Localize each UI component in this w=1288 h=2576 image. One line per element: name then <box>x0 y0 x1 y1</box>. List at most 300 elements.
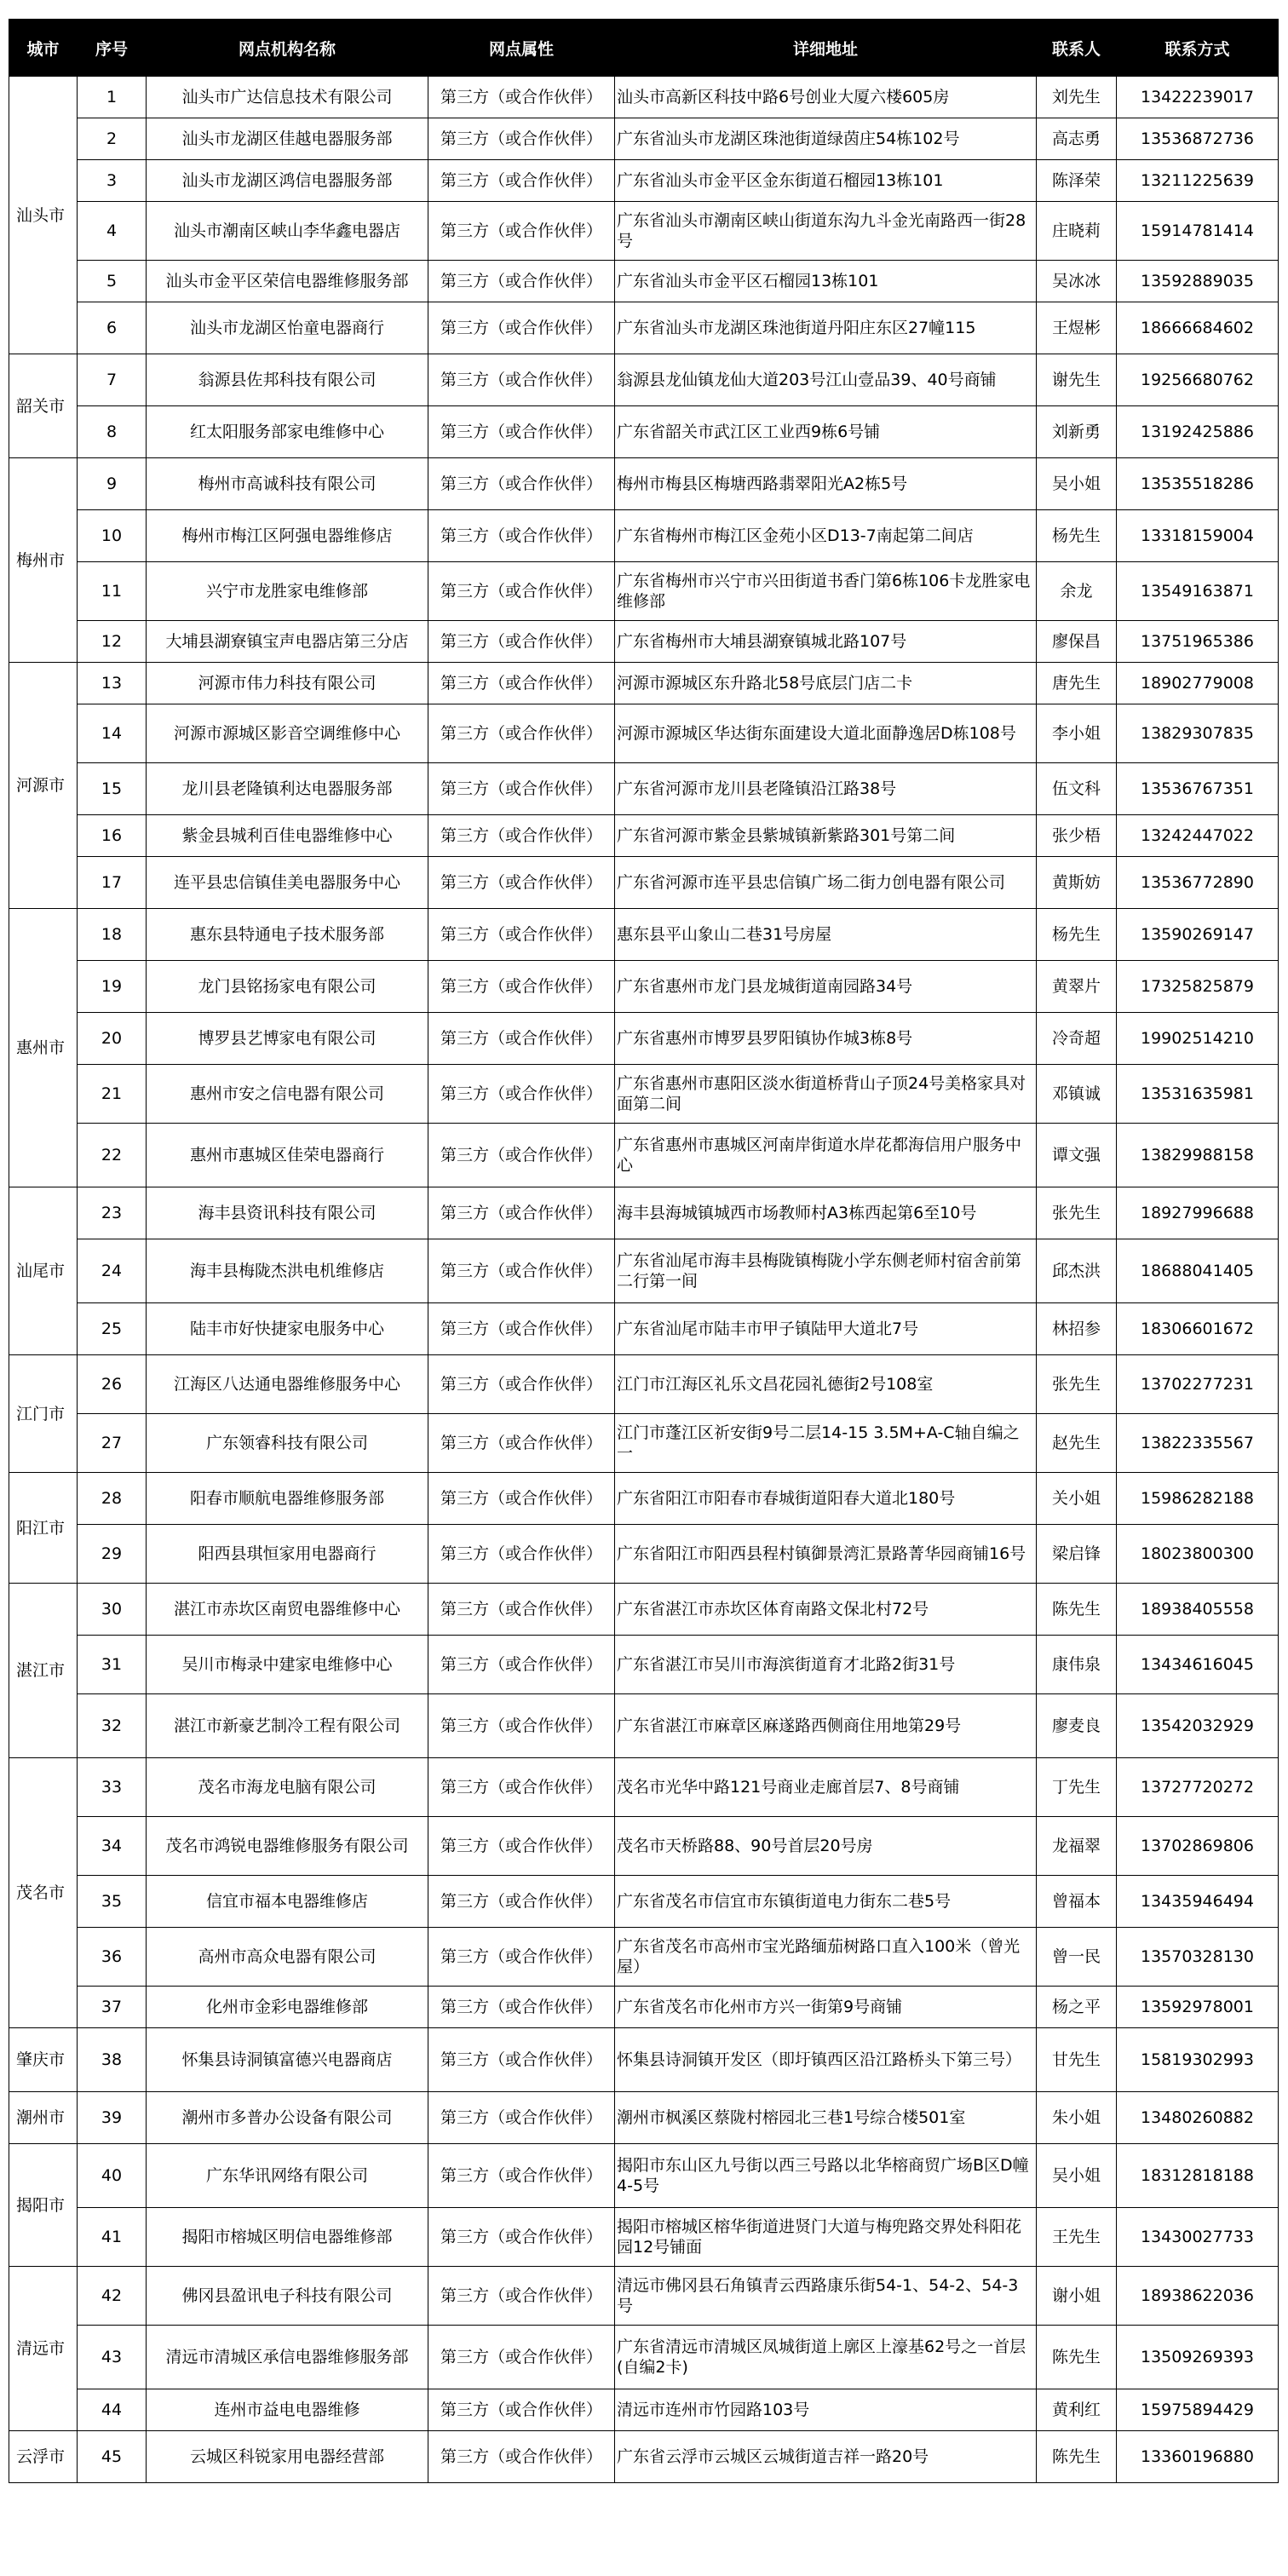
contact-cell: 王先生 <box>1037 2208 1117 2267</box>
outlet-name-cell: 海丰县资讯科技有限公司 <box>147 1187 428 1239</box>
outlet-name-cell: 兴宁市龙胜家电维修部 <box>147 562 428 621</box>
table-row <box>9 2389 1279 2431</box>
header-address: 详细地址 <box>615 20 1037 77</box>
seq-cell: 30 <box>78 1584 147 1636</box>
seq-cell: 21 <box>78 1065 147 1124</box>
seq-cell: 15 <box>78 763 147 815</box>
outlet-attr-cell: 第三方（或合作伙伴） <box>428 160 615 202</box>
seq-cell: 34 <box>78 1817 147 1876</box>
table-row <box>9 1694 1279 1758</box>
phone-cell: 18306601672 <box>1117 1303 1279 1355</box>
seq-cell: 37 <box>78 1987 147 2028</box>
city-cell: 惠州市 <box>9 909 78 1187</box>
contact-cell: 杨先生 <box>1037 510 1117 562</box>
phone-cell: 18023800300 <box>1117 1525 1279 1584</box>
outlet-attr-cell: 第三方（或合作伙伴） <box>428 2389 615 2431</box>
contact-cell: 梁启锋 <box>1037 1525 1117 1584</box>
outlet-attr-cell: 第三方（或合作伙伴） <box>428 1303 615 1355</box>
seq-cell: 14 <box>78 704 147 763</box>
contact-cell: 邓镇诚 <box>1037 1065 1117 1124</box>
contact-cell: 陈先生 <box>1037 2326 1117 2389</box>
seq-cell: 36 <box>78 1928 147 1987</box>
table-row <box>9 160 1279 202</box>
seq-cell: 16 <box>78 815 147 857</box>
outlet-name-cell: 汕头市龙湖区怡童电器商行 <box>147 302 428 354</box>
contact-cell: 谭文强 <box>1037 1124 1117 1187</box>
seq-cell: 44 <box>78 2389 147 2431</box>
header-contact: 联系人 <box>1037 20 1117 77</box>
outlet-attr-cell: 第三方（或合作伙伴） <box>428 1758 615 1817</box>
header-outlet-name: 网点机构名称 <box>147 20 428 77</box>
seq-cell: 7 <box>78 354 147 406</box>
contact-cell: 黄翠片 <box>1037 961 1117 1013</box>
outlet-name-cell: 汕头市龙湖区鸿信电器服务部 <box>147 160 428 202</box>
phone-cell: 19256680762 <box>1117 354 1279 406</box>
outlet-attr-cell: 第三方（或合作伙伴） <box>428 704 615 763</box>
phone-cell: 13727720272 <box>1117 1758 1279 1817</box>
seq-cell: 22 <box>78 1124 147 1187</box>
outlet-name-cell: 江海区八达通电器维修服务中心 <box>147 1355 428 1414</box>
phone-cell: 13570328130 <box>1117 1928 1279 1987</box>
seq-cell: 18 <box>78 909 147 961</box>
outlet-attr-cell: 第三方（或合作伙伴） <box>428 663 615 704</box>
address-cell: 广东省湛江市赤坎区体育南路文保北村72号 <box>615 1584 1037 1636</box>
header-seq: 序号 <box>78 20 147 77</box>
outlet-name-cell: 惠州市安之信电器有限公司 <box>147 1065 428 1124</box>
outlet-attr-cell: 第三方（或合作伙伴） <box>428 77 615 118</box>
contact-cell: 杨之平 <box>1037 1987 1117 2028</box>
outlet-attr-cell: 第三方（或合作伙伴） <box>428 815 615 857</box>
phone-cell: 18666684602 <box>1117 302 1279 354</box>
contact-cell: 朱小姐 <box>1037 2092 1117 2144</box>
city-cell: 清远市 <box>9 2267 78 2431</box>
phone-cell: 13822335567 <box>1117 1414 1279 1473</box>
address-cell: 广东省阳江市阳春市春城街道阳春大道北180号 <box>615 1473 1037 1525</box>
contact-cell: 甘先生 <box>1037 2028 1117 2092</box>
contact-cell: 丁先生 <box>1037 1758 1117 1817</box>
address-cell: 广东省茂名市高州市宝光路缅茄树路口直入100米（曾光屋） <box>615 1928 1037 1987</box>
outlet-name-cell: 河源市伟力科技有限公司 <box>147 663 428 704</box>
phone-cell: 13829988158 <box>1117 1124 1279 1187</box>
table-row <box>9 1817 1279 1876</box>
outlet-name-cell: 茂名市鸿锐电器维修服务有限公司 <box>147 1817 428 1876</box>
city-cell: 河源市 <box>9 663 78 909</box>
outlet-name-cell: 茂名市海龙电脑有限公司 <box>147 1758 428 1817</box>
outlet-name-cell: 汕头市广达信息技术有限公司 <box>147 77 428 118</box>
outlet-name-cell: 汕头市金平区荣信电器维修服务部 <box>147 261 428 302</box>
seq-cell: 28 <box>78 1473 147 1525</box>
phone-cell: 13509269393 <box>1117 2326 1279 2389</box>
address-cell: 梅州市梅县区梅塘西路翡翠阳光A2栋5号 <box>615 458 1037 510</box>
contact-cell: 吴冰冰 <box>1037 261 1117 302</box>
table-row <box>9 2326 1279 2389</box>
address-cell: 广东省惠州市博罗县罗阳镇协作城3栋8号 <box>615 1013 1037 1065</box>
city-cell: 韶关市 <box>9 354 78 458</box>
city-cell: 揭阳市 <box>9 2144 78 2267</box>
phone-cell: 13702869806 <box>1117 1817 1279 1876</box>
contact-cell: 唐先生 <box>1037 663 1117 704</box>
address-cell: 广东省韶关市武江区工业西9栋6号铺 <box>615 406 1037 458</box>
contact-cell: 刘新勇 <box>1037 406 1117 458</box>
phone-cell: 13242447022 <box>1117 815 1279 857</box>
address-cell: 广东省湛江市麻章区麻遂路西侧商住用地第29号 <box>615 1694 1037 1758</box>
table-row <box>9 1303 1279 1355</box>
contact-cell: 杨先生 <box>1037 909 1117 961</box>
table-row <box>9 1124 1279 1187</box>
contact-cell: 余龙 <box>1037 562 1117 621</box>
table-row <box>9 458 1279 510</box>
table-row <box>9 1355 1279 1414</box>
outlet-attr-cell: 第三方（或合作伙伴） <box>428 1239 615 1303</box>
outlet-name-cell: 惠州市惠城区佳荣电器商行 <box>147 1124 428 1187</box>
table-row <box>9 1525 1279 1584</box>
table-row <box>9 1065 1279 1124</box>
outlet-name-cell: 连州市益电电器维修 <box>147 2389 428 2431</box>
service-outlet-table <box>9 19 1279 2483</box>
phone-cell: 13192425886 <box>1117 406 1279 458</box>
table-row <box>9 562 1279 621</box>
table-row <box>9 302 1279 354</box>
seq-cell: 29 <box>78 1525 147 1584</box>
outlet-attr-cell: 第三方（或合作伙伴） <box>428 2144 615 2208</box>
outlet-attr-cell: 第三方（或合作伙伴） <box>428 510 615 562</box>
table-row <box>9 663 1279 704</box>
phone-cell: 15914781414 <box>1117 202 1279 261</box>
address-cell: 茂名市光华中路121号商业走廊首层7、8号商铺 <box>615 1758 1037 1817</box>
table-row <box>9 1239 1279 1303</box>
table-row <box>9 1414 1279 1473</box>
outlet-name-cell: 广东华讯网络有限公司 <box>147 2144 428 2208</box>
seq-cell: 6 <box>78 302 147 354</box>
seq-cell: 3 <box>78 160 147 202</box>
seq-cell: 19 <box>78 961 147 1013</box>
contact-cell: 吴小姐 <box>1037 458 1117 510</box>
seq-cell: 41 <box>78 2208 147 2267</box>
table-row <box>9 1876 1279 1928</box>
seq-cell: 45 <box>78 2431 147 2483</box>
outlet-name-cell: 陆丰市好快捷家电服务中心 <box>147 1303 428 1355</box>
outlet-name-cell: 紫金县城利百佳电器维修中心 <box>147 815 428 857</box>
phone-cell: 15819302993 <box>1117 2028 1279 2092</box>
seq-cell: 2 <box>78 118 147 160</box>
outlet-name-cell: 梅州市高诚科技有限公司 <box>147 458 428 510</box>
outlet-attr-cell: 第三方（或合作伙伴） <box>428 1525 615 1584</box>
address-cell: 广东省阳江市阳西县程村镇御景湾汇景路菁华园商铺16号 <box>615 1525 1037 1584</box>
phone-cell: 15986282188 <box>1117 1473 1279 1525</box>
table-row <box>9 406 1279 458</box>
contact-cell: 伍文科 <box>1037 763 1117 815</box>
table-row <box>9 2267 1279 2326</box>
outlet-name-cell: 湛江市新豪艺制冷工程有限公司 <box>147 1694 428 1758</box>
outlet-attr-cell: 第三方（或合作伙伴） <box>428 458 615 510</box>
address-cell: 广东省清远市清城区凤城街道上廓区上濠基62号之一首层(自编2卡) <box>615 2326 1037 2389</box>
address-cell: 广东省梅州市兴宁市兴田街道书香门第6栋106卡龙胜家电维修部 <box>615 562 1037 621</box>
contact-cell: 张先生 <box>1037 1355 1117 1414</box>
outlet-attr-cell: 第三方（或合作伙伴） <box>428 1694 615 1758</box>
seq-cell: 11 <box>78 562 147 621</box>
phone-cell: 13211225639 <box>1117 160 1279 202</box>
phone-cell: 19902514210 <box>1117 1013 1279 1065</box>
phone-cell: 13536772890 <box>1117 857 1279 909</box>
header-phone: 联系方式 <box>1117 20 1279 77</box>
outlet-attr-cell: 第三方（或合作伙伴） <box>428 2208 615 2267</box>
address-cell: 广东省梅州市梅江区金苑小区D13-7南起第二间店 <box>615 510 1037 562</box>
outlet-name-cell: 清远市清城区承信电器维修服务部 <box>147 2326 428 2389</box>
contact-cell: 黄利红 <box>1037 2389 1117 2431</box>
address-cell: 广东省河源市连平县忠信镇广场二街力创电器有限公司 <box>615 857 1037 909</box>
seq-cell: 5 <box>78 261 147 302</box>
outlet-attr-cell: 第三方（或合作伙伴） <box>428 354 615 406</box>
outlet-attr-cell: 第三方（或合作伙伴） <box>428 2326 615 2389</box>
contact-cell: 康伟泉 <box>1037 1636 1117 1694</box>
address-cell: 清远市佛冈县石角镇青云西路康乐街54-1、54-2、54-3号 <box>615 2267 1037 2326</box>
seq-cell: 20 <box>78 1013 147 1065</box>
outlet-name-cell: 云城区科锐家用电器经营部 <box>147 2431 428 2483</box>
address-cell: 广东省湛江市吴川市海滨街道育才北路2街31号 <box>615 1636 1037 1694</box>
phone-cell: 13360196880 <box>1117 2431 1279 2483</box>
address-cell: 海丰县海城镇城西市场教师村A3栋西起第6至10号 <box>615 1187 1037 1239</box>
phone-cell: 13430027733 <box>1117 2208 1279 2267</box>
contact-cell: 高志勇 <box>1037 118 1117 160</box>
outlet-name-cell: 汕头市潮南区峡山李华鑫电器店 <box>147 202 428 261</box>
outlet-name-cell: 湛江市赤坎区南贸电器维修中心 <box>147 1584 428 1636</box>
outlet-attr-cell: 第三方（或合作伙伴） <box>428 302 615 354</box>
table-row <box>9 77 1279 118</box>
outlet-attr-cell: 第三方（或合作伙伴） <box>428 1928 615 1987</box>
city-cell: 江门市 <box>9 1355 78 1473</box>
outlet-name-cell: 怀集县诗洞镇富德兴电器商店 <box>147 2028 428 2092</box>
address-cell: 广东省汕头市金平区石榴园13栋101 <box>615 261 1037 302</box>
seq-cell: 35 <box>78 1876 147 1928</box>
address-cell: 揭阳市榕城区榕华街道进贤门大道与梅兜路交界处科阳花园12号铺面 <box>615 2208 1037 2267</box>
outlet-name-cell: 佛冈县盈讯电子科技有限公司 <box>147 2267 428 2326</box>
seq-cell: 42 <box>78 2267 147 2326</box>
seq-cell: 26 <box>78 1355 147 1414</box>
table-row <box>9 1473 1279 1525</box>
contact-cell: 庄晓莉 <box>1037 202 1117 261</box>
address-cell: 广东省河源市龙川县老隆镇沿江路38号 <box>615 763 1037 815</box>
phone-cell: 13702277231 <box>1117 1355 1279 1414</box>
outlet-attr-cell: 第三方（或合作伙伴） <box>428 621 615 663</box>
outlet-attr-cell: 第三方（或合作伙伴） <box>428 1187 615 1239</box>
address-cell: 广东省惠州市惠阳区淡水街道桥背山子顶24号美格家具对面第二间 <box>615 1065 1037 1124</box>
outlet-name-cell: 海丰县梅陇杰洪电机维修店 <box>147 1239 428 1303</box>
contact-cell: 龙福翠 <box>1037 1817 1117 1876</box>
contact-cell: 林招参 <box>1037 1303 1117 1355</box>
outlet-name-cell: 化州市金彩电器维修部 <box>147 1987 428 2028</box>
outlet-name-cell: 龙门县铭扬家电有限公司 <box>147 961 428 1013</box>
phone-cell: 13535518286 <box>1117 458 1279 510</box>
address-cell: 广东省云浮市云城区云城街道吉祥一路20号 <box>615 2431 1037 2483</box>
table-row <box>9 1187 1279 1239</box>
address-cell: 广东省汕头市潮南区峡山街道东沟九斗金光南路西一街28号 <box>615 202 1037 261</box>
seq-cell: 1 <box>78 77 147 118</box>
address-cell: 广东省汕尾市海丰县梅陇镇梅陇小学东侧老师村宿舍前第二行第一间 <box>615 1239 1037 1303</box>
contact-cell: 谢小姐 <box>1037 2267 1117 2326</box>
city-cell: 阳江市 <box>9 1473 78 1584</box>
phone-cell: 13829307835 <box>1117 704 1279 763</box>
outlet-name-cell: 惠东县特通电子技术服务部 <box>147 909 428 961</box>
outlet-name-cell: 阳西县琪恒家用电器商行 <box>147 1525 428 1584</box>
address-cell: 广东省汕尾市陆丰市甲子镇陆甲大道北7号 <box>615 1303 1037 1355</box>
outlet-attr-cell: 第三方（或合作伙伴） <box>428 1817 615 1876</box>
phone-cell: 13592978001 <box>1117 1987 1279 2028</box>
phone-cell: 17325825879 <box>1117 961 1279 1013</box>
outlet-attr-cell: 第三方（或合作伙伴） <box>428 261 615 302</box>
outlet-attr-cell: 第三方（或合作伙伴） <box>428 1414 615 1473</box>
contact-cell: 刘先生 <box>1037 77 1117 118</box>
address-cell: 清远市连州市竹园路103号 <box>615 2389 1037 2431</box>
phone-cell: 13542032929 <box>1117 1694 1279 1758</box>
seq-cell: 25 <box>78 1303 147 1355</box>
table-row <box>9 261 1279 302</box>
table-row <box>9 1987 1279 2028</box>
address-cell: 怀集县诗洞镇开发区（即圩镇西区沿江路桥头下第三号） <box>615 2028 1037 2092</box>
outlet-attr-cell: 第三方（或合作伙伴） <box>428 1584 615 1636</box>
address-cell: 汕头市高新区科技中路6号创业大厦六楼605房 <box>615 77 1037 118</box>
address-cell: 广东省梅州市大埔县湖寮镇城北路107号 <box>615 621 1037 663</box>
outlet-name-cell: 翁源县佐邦科技有限公司 <box>147 354 428 406</box>
table-row <box>9 1013 1279 1065</box>
address-cell: 茂名市天桥路88、90号首层20号房 <box>615 1817 1037 1876</box>
contact-cell: 陈先生 <box>1037 1584 1117 1636</box>
outlet-name-cell: 吴川市梅录中建家电维修中心 <box>147 1636 428 1694</box>
seq-cell: 40 <box>78 2144 147 2208</box>
table-row <box>9 2092 1279 2144</box>
contact-cell: 赵先生 <box>1037 1414 1117 1473</box>
seq-cell: 43 <box>78 2326 147 2389</box>
outlet-name-cell: 河源市源城区影音空调维修中心 <box>147 704 428 763</box>
outlet-attr-cell: 第三方（或合作伙伴） <box>428 2431 615 2483</box>
city-cell: 茂名市 <box>9 1758 78 2028</box>
city-cell: 潮州市 <box>9 2092 78 2144</box>
outlet-attr-cell: 第三方（或合作伙伴） <box>428 909 615 961</box>
seq-cell: 23 <box>78 1187 147 1239</box>
seq-cell: 13 <box>78 663 147 704</box>
contact-cell: 张少梧 <box>1037 815 1117 857</box>
city-cell: 云浮市 <box>9 2431 78 2483</box>
outlet-attr-cell: 第三方（或合作伙伴） <box>428 1636 615 1694</box>
phone-cell: 13480260882 <box>1117 2092 1279 2144</box>
outlet-attr-cell: 第三方（或合作伙伴） <box>428 406 615 458</box>
outlet-name-cell: 大埔县湖寮镇宝声电器店第三分店 <box>147 621 428 663</box>
phone-cell: 13536767351 <box>1117 763 1279 815</box>
phone-cell: 13422239017 <box>1117 77 1279 118</box>
outlet-attr-cell: 第三方（或合作伙伴） <box>428 857 615 909</box>
seq-cell: 10 <box>78 510 147 562</box>
address-cell: 广东省茂名市信宜市东镇街道电力街东二巷5号 <box>615 1876 1037 1928</box>
table-row <box>9 1584 1279 1636</box>
address-cell: 广东省汕头市龙湖区珠池街道丹阳庄东区27幢115 <box>615 302 1037 354</box>
contact-cell: 陈先生 <box>1037 2431 1117 2483</box>
phone-cell: 13435946494 <box>1117 1876 1279 1928</box>
table-row <box>9 815 1279 857</box>
contact-cell: 王煜彬 <box>1037 302 1117 354</box>
city-cell: 梅州市 <box>9 458 78 663</box>
table-row <box>9 909 1279 961</box>
address-cell: 广东省茂名市化州市方兴一街第9号商铺 <box>615 1987 1037 2028</box>
table-row <box>9 2208 1279 2267</box>
address-cell: 广东省惠州市惠城区河南岸街道水岸花都海信用户服务中心 <box>615 1124 1037 1187</box>
city-cell: 湛江市 <box>9 1584 78 1758</box>
table-row <box>9 763 1279 815</box>
outlet-attr-cell: 第三方（或合作伙伴） <box>428 562 615 621</box>
outlet-name-cell: 潮州市多普办公设备有限公司 <box>147 2092 428 2144</box>
outlet-name-cell: 连平县忠信镇佳美电器服务中心 <box>147 857 428 909</box>
phone-cell: 13434616045 <box>1117 1636 1279 1694</box>
address-cell: 广东省河源市紫金县紫城镇新紫路301号第二间 <box>615 815 1037 857</box>
phone-cell: 13318159004 <box>1117 510 1279 562</box>
phone-cell: 13592889035 <box>1117 261 1279 302</box>
contact-cell: 曾一民 <box>1037 1928 1117 1987</box>
contact-cell: 廖麦良 <box>1037 1694 1117 1758</box>
address-cell: 河源市源城区华达街东面建设大道北面静逸居D栋108号 <box>615 704 1037 763</box>
table-row <box>9 118 1279 160</box>
table-row <box>9 354 1279 406</box>
address-cell: 河源市源城区东升路北58号底层门店二卡 <box>615 663 1037 704</box>
table-row <box>9 2028 1279 2092</box>
contact-cell: 冷奇超 <box>1037 1013 1117 1065</box>
phone-cell: 18312818188 <box>1117 2144 1279 2208</box>
seq-cell: 12 <box>78 621 147 663</box>
outlet-name-cell: 博罗县艺博家电有限公司 <box>147 1013 428 1065</box>
outlet-name-cell: 汕头市龙湖区佳越电器服务部 <box>147 118 428 160</box>
outlet-name-cell: 梅州市梅江区阿强电器维修店 <box>147 510 428 562</box>
outlet-attr-cell: 第三方（或合作伙伴） <box>428 1987 615 2028</box>
outlet-attr-cell: 第三方（或合作伙伴） <box>428 202 615 261</box>
seq-cell: 31 <box>78 1636 147 1694</box>
table-row <box>9 857 1279 909</box>
city-cell: 肇庆市 <box>9 2028 78 2092</box>
seq-cell: 4 <box>78 202 147 261</box>
address-cell: 揭阳市东山区九号街以西三号路以北华榕商贸广场B区D幢4-5号 <box>615 2144 1037 2208</box>
phone-cell: 18927996688 <box>1117 1187 1279 1239</box>
seq-cell: 8 <box>78 406 147 458</box>
outlet-name-cell: 高州市高众电器有限公司 <box>147 1928 428 1987</box>
outlet-attr-cell: 第三方（或合作伙伴） <box>428 961 615 1013</box>
contact-cell: 张先生 <box>1037 1187 1117 1239</box>
contact-cell: 吴小姐 <box>1037 2144 1117 2208</box>
table-row <box>9 704 1279 763</box>
header-outlet-attr: 网点属性 <box>428 20 615 77</box>
city-cell: 汕尾市 <box>9 1187 78 1355</box>
contact-cell: 陈泽荣 <box>1037 160 1117 202</box>
outlet-attr-cell: 第三方（或合作伙伴） <box>428 2267 615 2326</box>
seq-cell: 33 <box>78 1758 147 1817</box>
contact-cell: 邱杰洪 <box>1037 1239 1117 1303</box>
phone-cell: 15975894429 <box>1117 2389 1279 2431</box>
phone-cell: 13590269147 <box>1117 909 1279 961</box>
address-cell: 广东省汕头市金平区金东街道石榴园13栋101 <box>615 160 1037 202</box>
address-cell: 潮州市枫溪区蔡陇村榕园北三巷1号综合楼501室 <box>615 2092 1037 2144</box>
outlet-attr-cell: 第三方（或合作伙伴） <box>428 2092 615 2144</box>
address-cell: 翁源县龙仙镇龙仙大道203号江山壹品39、40号商铺 <box>615 354 1037 406</box>
outlet-name-cell: 揭阳市榕城区明信电器维修部 <box>147 2208 428 2267</box>
outlet-attr-cell: 第三方（或合作伙伴） <box>428 118 615 160</box>
outlet-attr-cell: 第三方（或合作伙伴） <box>428 1355 615 1414</box>
outlet-attr-cell: 第三方（或合作伙伴） <box>428 1065 615 1124</box>
contact-cell: 黄斯妨 <box>1037 857 1117 909</box>
phone-cell: 13531635981 <box>1117 1065 1279 1124</box>
table-row <box>9 1636 1279 1694</box>
outlet-name-cell: 红太阳服务部家电维修中心 <box>147 406 428 458</box>
table-row <box>9 1758 1279 1817</box>
seq-cell: 27 <box>78 1414 147 1473</box>
seq-cell: 24 <box>78 1239 147 1303</box>
seq-cell: 32 <box>78 1694 147 1758</box>
phone-cell: 18902779008 <box>1117 663 1279 704</box>
header-city: 城市 <box>9 20 78 77</box>
